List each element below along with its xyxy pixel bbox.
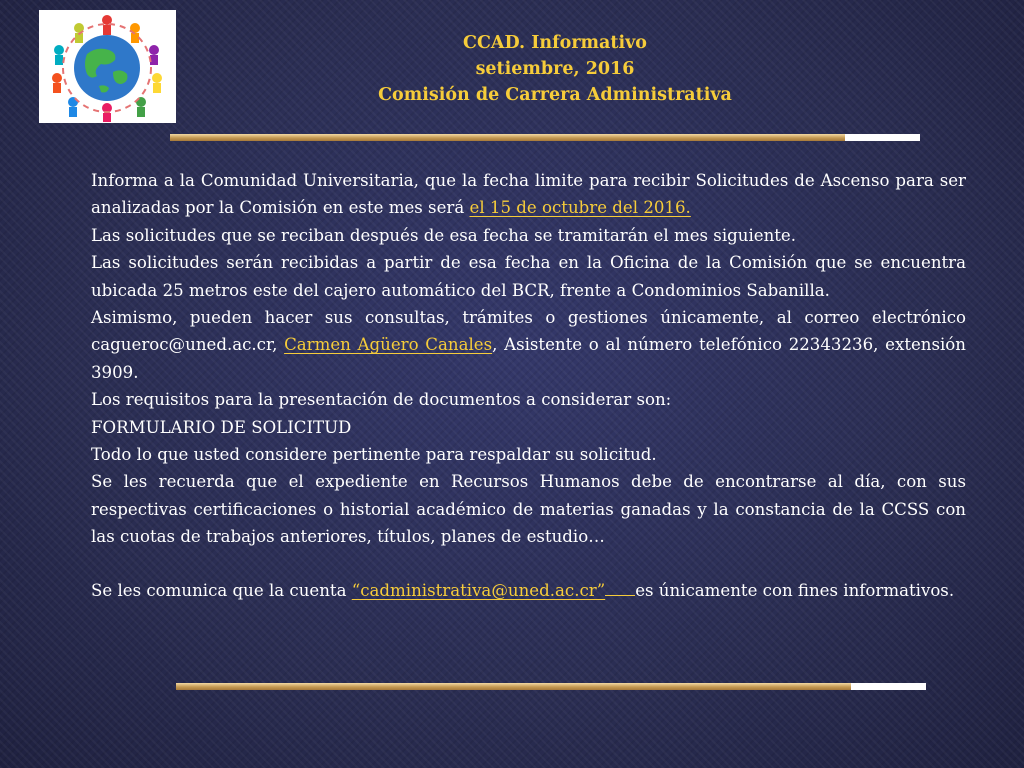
children-around-globe-icon	[39, 10, 176, 123]
contact-name-link[interactable]: Carmen Agüero Canales	[284, 335, 493, 355]
paragraph-account: Se les comunica que la cuenta “cadministrativa@uned.ac.cr” es únicamente con fines informativos.	[91, 577, 966, 604]
paragraph-location: Las solicitudes serán recibidas a partir de esa fecha en la Oficina de la Comisión que se encuentra ubicada 25 metros este del cajero automático del BCR, frente a Condominios Sabanilla.	[91, 253, 966, 300]
top-divider	[170, 134, 920, 141]
paragraph-contact: Asimismo, pueden hacer sus consultas, trámites o gestiones únicamente, al correo electrónico cagueroc@uned.ac.cr, Carmen Agüero Canales, Asistente o al número telefónico 22343236, extensión 3909.	[91, 308, 966, 382]
account-email-link[interactable]: “cadministrativa@uned.ac.cr”	[351, 580, 606, 600]
paragraph-support: Todo lo que usted considere pertinente para respaldar su solicitud.	[91, 445, 657, 465]
header-date: setiembre, 2016	[475, 59, 635, 79]
header-commission: Comisión de Carrera Administrativa	[378, 85, 732, 105]
logo	[39, 10, 176, 123]
deadline-date: el 15 de octubre del 2016.	[469, 198, 691, 218]
bottom-divider	[176, 683, 926, 690]
header	[290, 30, 820, 108]
paragraph-requirements: Los requisitos para la presentación de documentos a considerar son:	[91, 390, 672, 410]
header-title: CCAD. Informativo	[463, 33, 647, 53]
paragraph-deadline: Informa a la Comunidad Universitaria, que la fecha limite para recibir Solicitudes de Ascenso para ser analizadas por la Comisión en este mes será el 15 de octubre del 2016.	[91, 171, 966, 218]
paragraph-form: FORMULARIO DE SOLICITUD	[91, 417, 352, 437]
announcement-body	[91, 167, 966, 604]
paragraph-reminder: Se les recuerda que el expediente en Recursos Humanos debe de encontrarse al día, con sus respectivas certificaciones o historial académico de materias ganadas y la constancia de la CCSS con las cuotas de trabajos anteriores, títulos, planes de estudio…	[91, 472, 966, 547]
paragraph-late: Las solicitudes que se reciban después de esa fecha se tramitarán el mes siguiente.	[91, 225, 797, 245]
